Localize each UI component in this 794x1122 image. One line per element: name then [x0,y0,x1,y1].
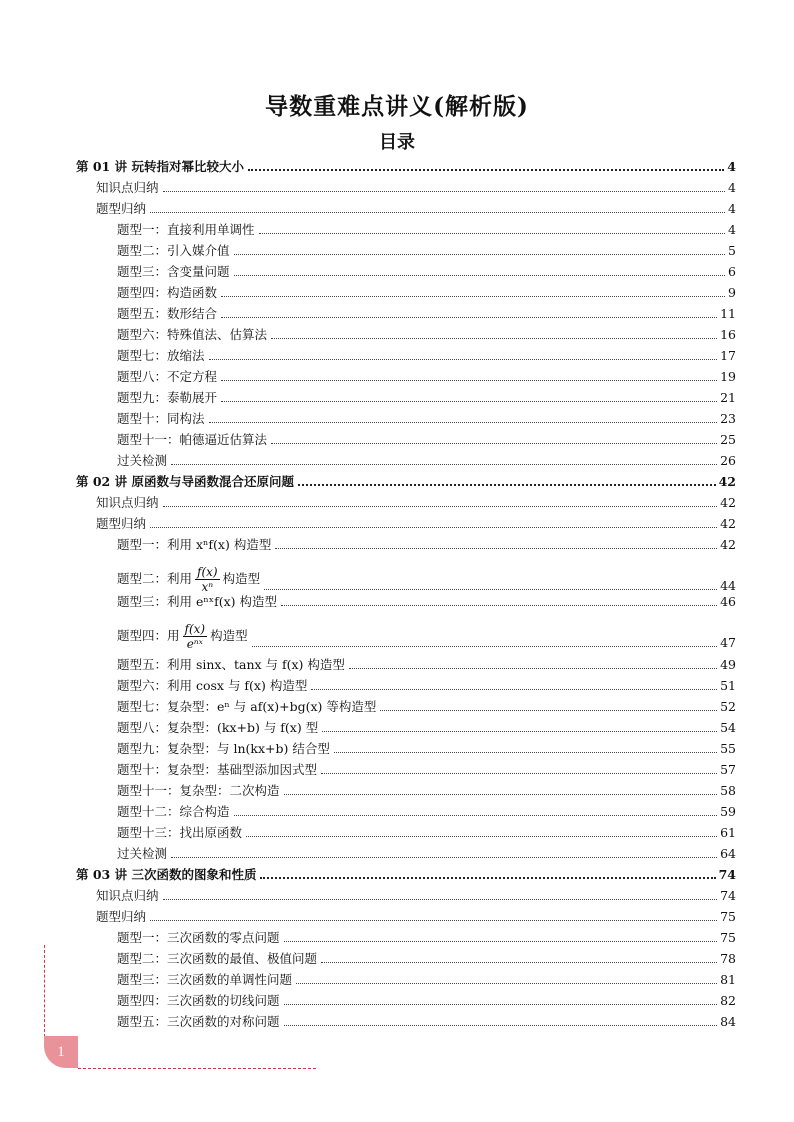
toc-entry-page: 84 [720,1014,736,1029]
toc-entry-label: 题型九：泰勒展开 [117,390,218,405]
toc-entry[interactable] [117,739,736,757]
toc-entry-label: 题型十：复杂型：基础型添加因式型 [117,762,318,777]
toc-entry-label: 题型归纳 [96,516,147,531]
toc-entry-page: 42 [718,474,736,489]
toc-entry[interactable] [117,325,736,343]
toc-entry-page: 81 [720,972,736,987]
toc-entry-label: 题型十：同构法 [117,411,205,426]
toc-entry[interactable] [117,844,736,862]
dot-leader [163,899,718,900]
toc-entry-label: 题型归纳 [96,909,147,924]
toc-entry-label: 题型二：利用 $\frac{f(x)}{\text{xⁿ}}$ 构造型 [117,565,261,594]
toc-entry[interactable] [117,928,736,946]
toc-entry[interactable] [117,655,736,673]
toc-entry[interactable] [96,199,736,217]
dot-leader [150,920,717,921]
toc-entry-label: 题型三：利用 eⁿˣf(x) 构造型 [117,594,277,609]
dot-leader [248,169,724,171]
toc-entry-label: 题型二：三次函数的最值、极值问题 [117,951,318,966]
toc-entry-label: 题型六：利用 cosx 与 f(x) 构造型 [117,678,308,693]
dot-leader [271,443,717,444]
dot-leader [296,983,717,984]
toc-entry-label: 题型七：放缩法 [117,348,205,363]
toc-entry-page: 11 [720,306,736,321]
toc-entry-page: 74 [718,867,736,882]
toc-entry-page: 9 [728,285,736,300]
toc-entry-label: 过关检测 [117,846,168,861]
toc-entry-label: 题型十一：复杂型：二次构造 [117,783,280,798]
toc-entry[interactable] [117,697,736,715]
toc-entry-page: 6 [728,264,736,279]
toc-entry-page: 21 [720,390,736,405]
fraction-denominator: eⁿˣ [186,637,203,651]
toc-entry-label: 知识点归纳 [96,888,159,903]
dot-leader [334,752,717,753]
toc-entry-page: 74 [720,888,736,903]
toc-entry-page: 42 [720,516,736,531]
toc-entry[interactable] [76,157,736,175]
toc-entry-page: 75 [720,930,736,945]
toc-entry-label: 题型十一：帕德逼近估算法 [117,432,268,447]
toc-entry-page: 4 [727,159,736,174]
toc-entry-label: 题型八：复杂型：(kx+b) 与 f(x) 型 [117,720,319,735]
toc-entry[interactable] [117,241,736,259]
toc-entry-page: 54 [720,720,736,735]
dot-leader [264,589,717,590]
dot-leader [349,668,717,669]
toc-entry-page: 57 [720,762,736,777]
toc-entry-page: 42 [720,495,736,510]
toc-entry-label: 题型一：直接利用单调性 [117,222,255,237]
dot-leader [260,877,715,879]
toc-entry[interactable] [96,493,736,511]
toc-entry-page: 16 [720,327,736,342]
toc-entry-label: 题型一：三次函数的零点问题 [117,930,280,945]
dot-leader [221,401,717,402]
toc-entry-label: 题型三：含变量问题 [117,264,230,279]
dot-leader [321,962,717,963]
toc-entry-label: 题型四：构造函数 [117,285,218,300]
toc-entry-label: 题型五：数形结合 [117,306,218,321]
toc-entry-page: 23 [720,411,736,426]
dot-leader [281,605,717,606]
toc-entry[interactable] [117,823,736,841]
toc-entry-page: 59 [720,804,736,819]
toc-entry[interactable] [117,535,736,553]
toc-entry[interactable] [117,283,736,301]
toc-entry[interactable] [117,615,736,651]
toc-entry-page: 61 [720,825,736,840]
toc-entry-page: 52 [720,699,736,714]
decorative-dashed-line-vertical [44,945,45,1037]
dot-leader [321,773,717,774]
toc-entry-page: 26 [720,453,736,468]
fraction-denominator: xⁿ [201,580,214,594]
toc-entry-label: 题型三：三次函数的单调性问题 [117,972,293,987]
dot-leader [271,338,717,339]
toc-entry-page: 55 [720,741,736,756]
toc-entry[interactable] [96,178,736,196]
dot-leader [322,731,717,732]
toc-entry[interactable] [117,991,736,1009]
toc-entry-page: 75 [720,909,736,924]
dot-leader [209,359,718,360]
dot-leader [298,484,716,486]
toc-entry-page: 4 [728,180,736,195]
toc-entry-label: 题型五：三次函数的对称问题 [117,1014,280,1029]
toc-entry[interactable] [117,1012,736,1030]
toc-entry[interactable] [96,886,736,904]
toc-entry-label: 题型九：复杂型：与 ln(kx+b) 结合型 [117,741,330,756]
toc-entry-page: 47 [720,635,736,650]
toc-entry[interactable] [117,409,736,427]
toc-entry[interactable] [96,907,736,925]
toc-entry-label: 题型十二：综合构造 [117,804,230,819]
toc-entry-label: 第 01 讲 玩转指对幂比较大小 [76,159,244,174]
toc-entry-label: 第 03 讲 三次函数的图象和性质 [76,867,257,882]
toc-entry-label: 题型十三：找出原函数 [117,825,243,840]
toc-entry[interactable] [76,865,736,883]
dot-leader [163,191,726,192]
math-fraction [183,622,208,651]
toc-entry-label: 题型五：利用 sinx、tanx 与 f(x) 构造型 [117,657,345,672]
toc-entry[interactable] [117,592,736,610]
toc-entry-label: 知识点归纳 [96,495,159,510]
toc-entry-page: 82 [720,993,736,1008]
toc-entry-label: 题型一：利用 xⁿf(x) 构造型 [117,537,272,552]
toc-entry[interactable] [117,558,736,594]
dot-leader [311,689,717,690]
toc-entry[interactable] [117,346,736,364]
toc-entry-label: 题型四：用 $\frac{f(x)}{\text{eⁿˣ}}$ 构造型 [117,622,248,651]
toc-entry-page: 64 [720,846,736,861]
toc-entry-page: 5 [728,243,736,258]
toc-entry-label: 题型二：引入媒介值 [117,243,230,258]
toc-entry-label: 知识点归纳 [96,180,159,195]
dot-leader [234,275,726,276]
page-number-badge: 1 [44,1036,78,1068]
toc-entry-page: 58 [720,783,736,798]
dot-leader [252,646,717,647]
dot-leader [284,1025,718,1026]
document-title: 导数重难点讲义(解析版) [265,93,529,120]
toc-entry-label: 过关检测 [117,453,168,468]
toc-entry[interactable] [117,430,736,448]
toc-entry[interactable] [76,472,736,490]
toc-entry-page: 46 [720,594,736,609]
dot-leader [284,794,718,795]
toc-entry-label: 题型七：复杂型：eⁿ 与 af(x)+bg(x) 等构造型 [117,699,377,714]
dot-leader [284,1004,718,1005]
toc-entry[interactable] [117,220,736,238]
dot-leader [284,941,718,942]
toc-entry[interactable] [117,760,736,778]
dot-leader [221,317,717,318]
toc-entry[interactable] [117,781,736,799]
dot-leader [259,233,726,234]
toc-entry-page: 25 [720,432,736,447]
dot-leader [209,422,718,423]
toc-entry[interactable] [117,970,736,988]
dot-leader [380,710,717,711]
toc-entry-page: 49 [720,657,736,672]
toc-entry[interactable] [117,451,736,469]
toc-entry[interactable] [117,304,736,322]
dot-leader [234,815,718,816]
toc-entry-label: 题型八：不定方程 [117,369,218,384]
decorative-dashed-line-horizontal [78,1068,316,1069]
toc-entry[interactable] [117,802,736,820]
toc-entry-page: 4 [728,201,736,216]
toc-entry-page: 78 [720,951,736,966]
dot-leader [234,254,726,255]
dot-leader [221,296,725,297]
toc-entry-page: 51 [720,678,736,693]
toc-entry-label: 题型六：特殊值法、估算法 [117,327,268,342]
toc-entry[interactable] [117,718,736,736]
toc-heading: 目录 [379,132,415,153]
dot-leader [171,857,717,858]
fraction-numerator: f(x) [184,622,206,636]
toc-entry[interactable] [96,514,736,532]
toc-entry-label: 题型四：三次函数的切线问题 [117,993,280,1008]
dot-leader [221,380,717,381]
dot-leader [150,527,717,528]
dot-leader [275,548,717,549]
toc-entry[interactable] [117,676,736,694]
math-fraction [195,565,220,594]
toc-entry[interactable] [117,367,736,385]
fraction-numerator: f(x) [197,565,218,579]
toc-entry[interactable] [117,388,736,406]
toc-entry-page: 42 [720,537,736,552]
toc-entry-page: 19 [720,369,736,384]
dot-leader [246,836,717,837]
dot-leader [171,464,717,465]
toc-entry-page: 44 [720,578,736,593]
toc-entry-label: 第 02 讲 原函数与导函数混合还原问题 [76,474,294,489]
dot-leader [163,506,718,507]
toc-entry-page: 17 [720,348,736,363]
dot-leader [150,212,725,213]
toc-entry-label: 题型归纳 [96,201,147,216]
toc-entry-page: 4 [728,222,736,237]
toc-entry[interactable] [117,949,736,967]
toc-entry[interactable] [117,262,736,280]
